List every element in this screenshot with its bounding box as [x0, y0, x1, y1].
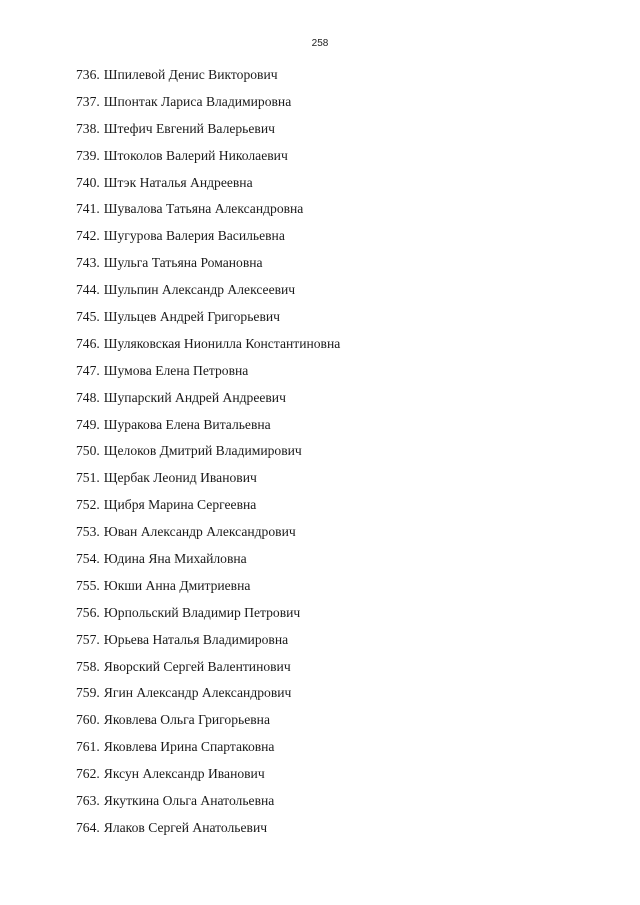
list-item — [76, 492, 340, 519]
item-number: 745. — [76, 309, 100, 325]
item-name: Шупарский Андрей Андреевич — [103, 389, 286, 405]
item-number: 760. — [76, 712, 100, 728]
item-number: 738. — [76, 120, 100, 136]
item-name: Яковлева Ольга Григорьевна — [103, 712, 270, 728]
item-number: 758. — [76, 658, 100, 674]
list-item — [76, 438, 340, 465]
item-number: 737. — [76, 93, 100, 109]
list-item — [76, 143, 340, 170]
list-item — [76, 385, 340, 412]
item-number: 748. — [76, 389, 100, 405]
item-number: 749. — [76, 416, 100, 432]
item-name: Шульцев Андрей Григорьевич — [103, 309, 280, 325]
item-number: 754. — [76, 551, 100, 567]
item-number: 762. — [76, 766, 100, 782]
item-name: Яковлева Ирина Спартаковна — [103, 739, 275, 755]
item-name: Юван Александр Александрович — [103, 524, 296, 540]
list-item — [76, 734, 340, 761]
item-number: 759. — [76, 685, 100, 701]
item-number: 764. — [76, 819, 100, 835]
item-name: Юкши Анна Дмитриевна — [103, 577, 251, 593]
item-name: Шуракова Елена Витальевна — [103, 416, 271, 432]
item-name: Юрьева Наталья Владимировна — [103, 631, 289, 647]
list-item — [76, 116, 340, 143]
list-item — [76, 196, 340, 223]
item-number: 736. — [76, 67, 100, 82]
list-item — [76, 815, 340, 842]
item-number: 750. — [76, 443, 100, 459]
item-name: Юрпольский Владимир Петрович — [103, 604, 301, 620]
item-name: Шугурова Валерия Васильевна — [103, 228, 285, 244]
item-number: 752. — [76, 497, 100, 513]
list-item — [76, 573, 340, 600]
list-item — [76, 627, 340, 654]
item-name: Шуляковская Нионилла Константиновна — [103, 335, 341, 351]
list-item — [76, 465, 340, 492]
item-number: 755. — [76, 577, 100, 593]
list-item — [76, 358, 340, 385]
item-number: 757. — [76, 631, 100, 647]
list-item — [76, 250, 340, 277]
item-number: 743. — [76, 255, 100, 271]
item-name: Шпонтак Лариса Владимировна — [103, 93, 292, 109]
item-name: Ягин Александр Александрович — [103, 685, 292, 701]
list-item — [76, 304, 340, 331]
item-name: Шумова Елена Петровна — [103, 362, 249, 378]
list-item — [76, 277, 340, 304]
list-item — [76, 62, 340, 89]
item-number: 741. — [76, 201, 100, 217]
list-item — [76, 519, 340, 546]
list-item — [76, 546, 340, 573]
page-number: 258 — [311, 38, 329, 49]
list-item — [76, 89, 340, 116]
item-name: Щелоков Дмитрий Владимирович — [103, 443, 302, 459]
item-number: 761. — [76, 739, 100, 755]
list-item — [76, 331, 340, 358]
item-name: Штэк Наталья Андреевна — [103, 174, 253, 190]
item-name: Яксун Александр Иванович — [103, 766, 265, 782]
item-number: 744. — [76, 282, 100, 298]
item-number: 756. — [76, 604, 100, 620]
item-name: Щербак Леонид Иванович — [103, 470, 257, 486]
item-number: 747. — [76, 362, 100, 378]
list-item — [76, 412, 340, 439]
item-number: 746. — [76, 335, 100, 351]
list-item — [76, 680, 340, 707]
list-item — [76, 600, 340, 627]
item-name: Шувалова Татьяна Александровна — [103, 201, 304, 217]
item-name: Штоколов Валерий Николаевич — [103, 147, 288, 163]
list-item — [76, 170, 340, 197]
list-item — [76, 707, 340, 734]
item-number: 740. — [76, 174, 100, 190]
item-name: Шульпин Александр Алексеевич — [103, 282, 296, 298]
list-item — [76, 223, 340, 250]
item-name: Якуткина Ольга Анатольевна — [103, 793, 275, 809]
item-name: Юдина Яна Михайловна — [103, 551, 247, 567]
item-number: 763. — [76, 793, 100, 809]
item-number: 751. — [76, 470, 100, 486]
item-name: Щибря Марина Сергеевна — [103, 497, 257, 513]
list-item — [76, 788, 340, 815]
list-item — [76, 761, 340, 788]
item-name: Ялаков Сергей Анатольевич — [103, 819, 268, 835]
item-number: 753. — [76, 524, 100, 540]
item-name: Шульга Татьяна Романовна — [103, 255, 263, 271]
item-number: 739. — [76, 147, 100, 163]
name-list — [76, 62, 340, 842]
item-number: 742. — [76, 228, 100, 244]
item-name: Яворский Сергей Валентинович — [103, 658, 291, 674]
item-name: Шпилевой Денис Викторович — [103, 67, 278, 82]
item-name: Штефич Евгений Валерьевич — [103, 120, 275, 136]
list-item — [76, 654, 340, 681]
